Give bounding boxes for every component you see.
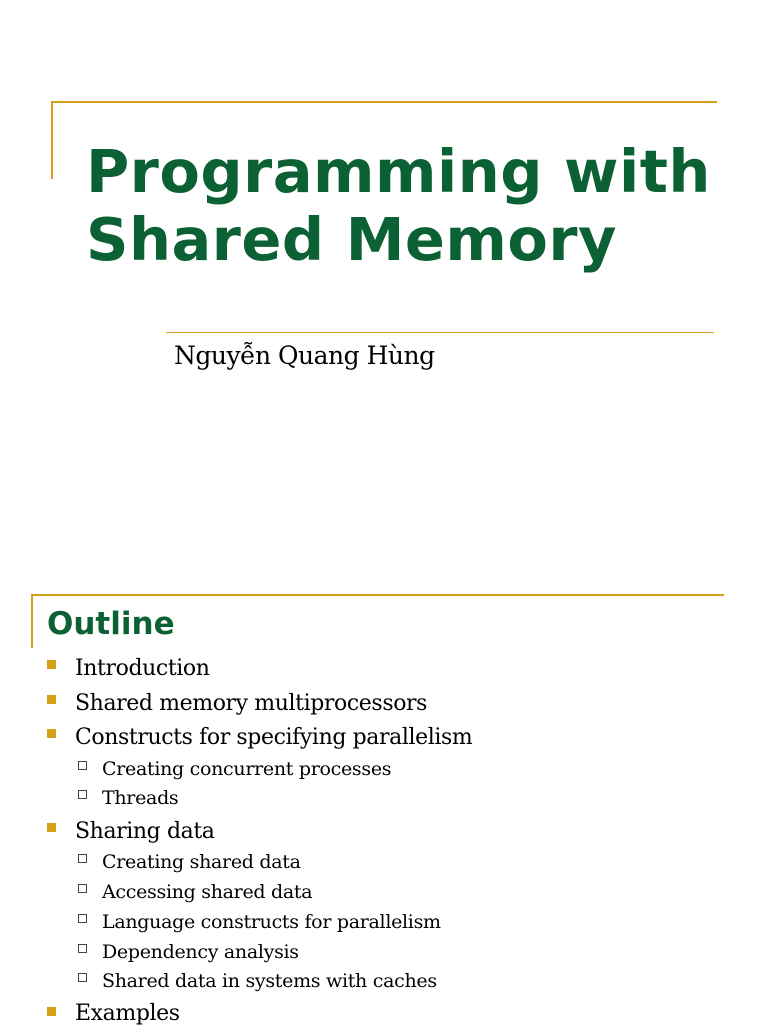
- title-left-rule: [51, 101, 53, 179]
- outline-top-rule: [31, 594, 724, 596]
- hollow-square-bullet-icon: [78, 973, 87, 982]
- slide-title-line-1: Programming with: [86, 137, 711, 206]
- list-item-label: Creating concurrent processes: [102, 758, 392, 780]
- square-bullet-icon: [47, 1007, 56, 1016]
- title-top-rule: [51, 101, 717, 103]
- list-item-label: Accessing shared data: [102, 881, 313, 903]
- list-item-label: Constructs for specifying parallelism: [75, 725, 473, 750]
- hollow-square-bullet-icon: [78, 914, 87, 923]
- list-item-label: Shared data in systems with caches: [102, 970, 437, 992]
- list-item-label: Introduction: [75, 656, 210, 681]
- list-item-label: Shared memory multiprocessors: [75, 691, 428, 716]
- outline-heading: Outline: [47, 606, 175, 642]
- square-bullet-icon: [47, 823, 56, 832]
- list-item-label: Creating shared data: [102, 851, 301, 873]
- list-item-label: Threads: [102, 787, 179, 809]
- hollow-square-bullet-icon: [78, 790, 87, 799]
- hollow-square-bullet-icon: [78, 854, 87, 863]
- hollow-square-bullet-icon: [78, 761, 87, 770]
- slide-title: [86, 138, 711, 274]
- author-name: Nguyễn Quang Hùng: [174, 341, 435, 370]
- square-bullet-icon: [47, 660, 56, 669]
- author-rule: [166, 332, 714, 333]
- list-item-label: Examples: [75, 1001, 180, 1026]
- list-item-label: Dependency analysis: [102, 941, 299, 963]
- slide-title-line-2: Shared Memory: [86, 205, 617, 274]
- hollow-square-bullet-icon: [78, 944, 87, 953]
- square-bullet-icon: [47, 695, 56, 704]
- outline-left-rule: [31, 594, 33, 648]
- list-item-label: Language constructs for parallelism: [102, 911, 441, 933]
- list-item-label: Sharing data: [75, 819, 215, 844]
- hollow-square-bullet-icon: [78, 884, 87, 893]
- square-bullet-icon: [47, 729, 56, 738]
